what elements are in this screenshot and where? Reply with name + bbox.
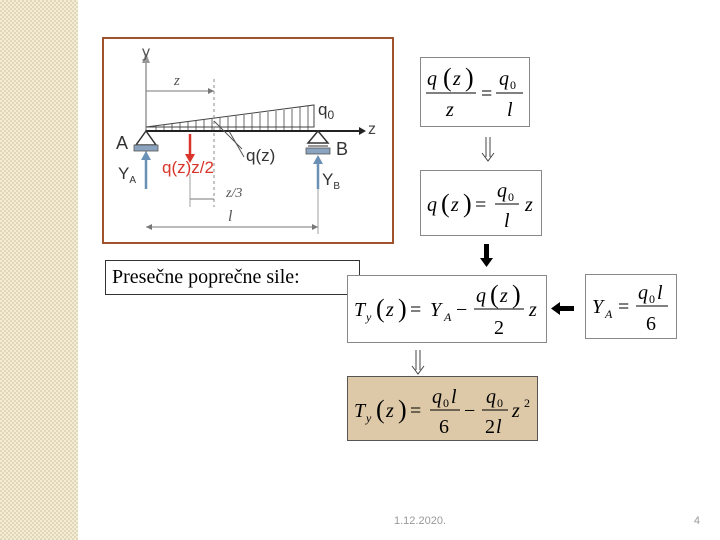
svg-text:z: z <box>525 194 533 216</box>
formula-ratio <box>420 57 530 127</box>
page-number: 4 <box>693 515 700 527</box>
svg-text:): ) <box>512 280 521 309</box>
svg-text:(: ( <box>441 189 450 218</box>
svg-text:0: 0 <box>649 292 655 306</box>
svg-text:−: − <box>464 400 476 422</box>
svg-text:z: z <box>451 194 459 216</box>
resultant-label: q(z)z/2 <box>162 158 214 177</box>
beam-diagram-svg <box>104 39 392 242</box>
svg-text:): ) <box>465 63 474 92</box>
axis-y-label: y <box>142 44 150 61</box>
svg-text:y: y <box>366 310 372 324</box>
svg-text:l: l <box>657 282 663 304</box>
svg-text:q: q <box>476 285 486 307</box>
svg-text:2: 2 <box>524 396 530 410</box>
svg-text:q: q <box>432 386 442 408</box>
svg-text:Y: Y <box>430 299 442 321</box>
svg-text:l: l <box>451 386 457 408</box>
svg-text:z: z <box>512 400 520 422</box>
left-arrow <box>550 302 574 316</box>
down-arrow <box>480 244 494 268</box>
svg-text:): ) <box>398 395 407 424</box>
svg-text:=: = <box>618 296 630 318</box>
svg-text:z: z <box>500 285 508 307</box>
svg-text:6: 6 <box>439 416 449 438</box>
load-q0-label: $q_0$ <box>318 100 335 122</box>
svg-text:q: q <box>499 68 509 90</box>
svg-text:Y: Y <box>592 296 604 318</box>
decorative-sidebar <box>0 0 78 540</box>
support-a-label: A <box>116 133 129 153</box>
reaction-a-label: $Y_A$ <box>118 164 137 186</box>
svg-text:0: 0 <box>497 396 503 410</box>
svg-text:(: ( <box>490 280 499 309</box>
svg-text:=: = <box>475 194 487 216</box>
svg-text:z: z <box>386 400 394 422</box>
svg-text:A: A <box>605 307 613 321</box>
section-label: Presečne poprečne sile: <box>105 260 360 295</box>
svg-text:T: T <box>354 299 366 321</box>
svg-text:2: 2 <box>485 416 495 438</box>
svg-text:q: q <box>497 180 507 202</box>
svg-text:q: q <box>427 68 437 90</box>
svg-text:l: l <box>496 416 502 438</box>
svg-text:A: A <box>444 310 452 324</box>
svg-text:z: z <box>386 299 394 321</box>
formula-shear <box>347 275 547 343</box>
support-b-label: B <box>336 139 349 159</box>
svg-text:q: q <box>638 282 648 304</box>
implies-arrow-2 <box>408 348 428 378</box>
svg-text:(: ( <box>376 294 385 323</box>
svg-text:): ) <box>398 294 407 323</box>
svg-text:2: 2 <box>494 317 504 339</box>
qz-label: q(z) <box>246 146 276 165</box>
formula-qz <box>420 170 542 236</box>
svg-text:0: 0 <box>508 190 514 204</box>
svg-text:T: T <box>354 400 366 422</box>
svg-text:6: 6 <box>646 313 656 335</box>
dim-z3-label: z/3 <box>226 186 243 201</box>
svg-text:(: ( <box>443 63 452 92</box>
formula-result <box>347 376 538 441</box>
svg-text:=: = <box>410 400 422 422</box>
formula-reaction <box>585 274 677 339</box>
svg-text:=: = <box>481 83 493 105</box>
svg-text:l: l <box>504 210 510 232</box>
svg-text:z: z <box>453 68 461 90</box>
axis-z-label: z <box>368 121 376 138</box>
svg-text:q: q <box>427 194 437 216</box>
svg-text:0: 0 <box>443 396 449 410</box>
svg-text:(: ( <box>376 395 385 424</box>
svg-text:=: = <box>410 299 422 321</box>
footer-date: 1.12.2020. <box>394 515 446 527</box>
dim-z-label: z <box>174 73 180 89</box>
reaction-b-label: $Y_B$ <box>322 170 341 192</box>
svg-text:−: − <box>456 299 468 321</box>
implies-arrow-1 <box>478 135 498 165</box>
svg-text:): ) <box>463 189 472 218</box>
svg-text:q: q <box>486 386 496 408</box>
dim-l-label: l <box>228 208 233 225</box>
svg-text:z: z <box>529 299 537 321</box>
svg-text:z: z <box>446 99 454 121</box>
beam-diagram <box>102 37 394 244</box>
svg-text:l: l <box>507 99 513 121</box>
svg-text:y: y <box>366 411 372 425</box>
svg-text:0: 0 <box>510 78 516 92</box>
